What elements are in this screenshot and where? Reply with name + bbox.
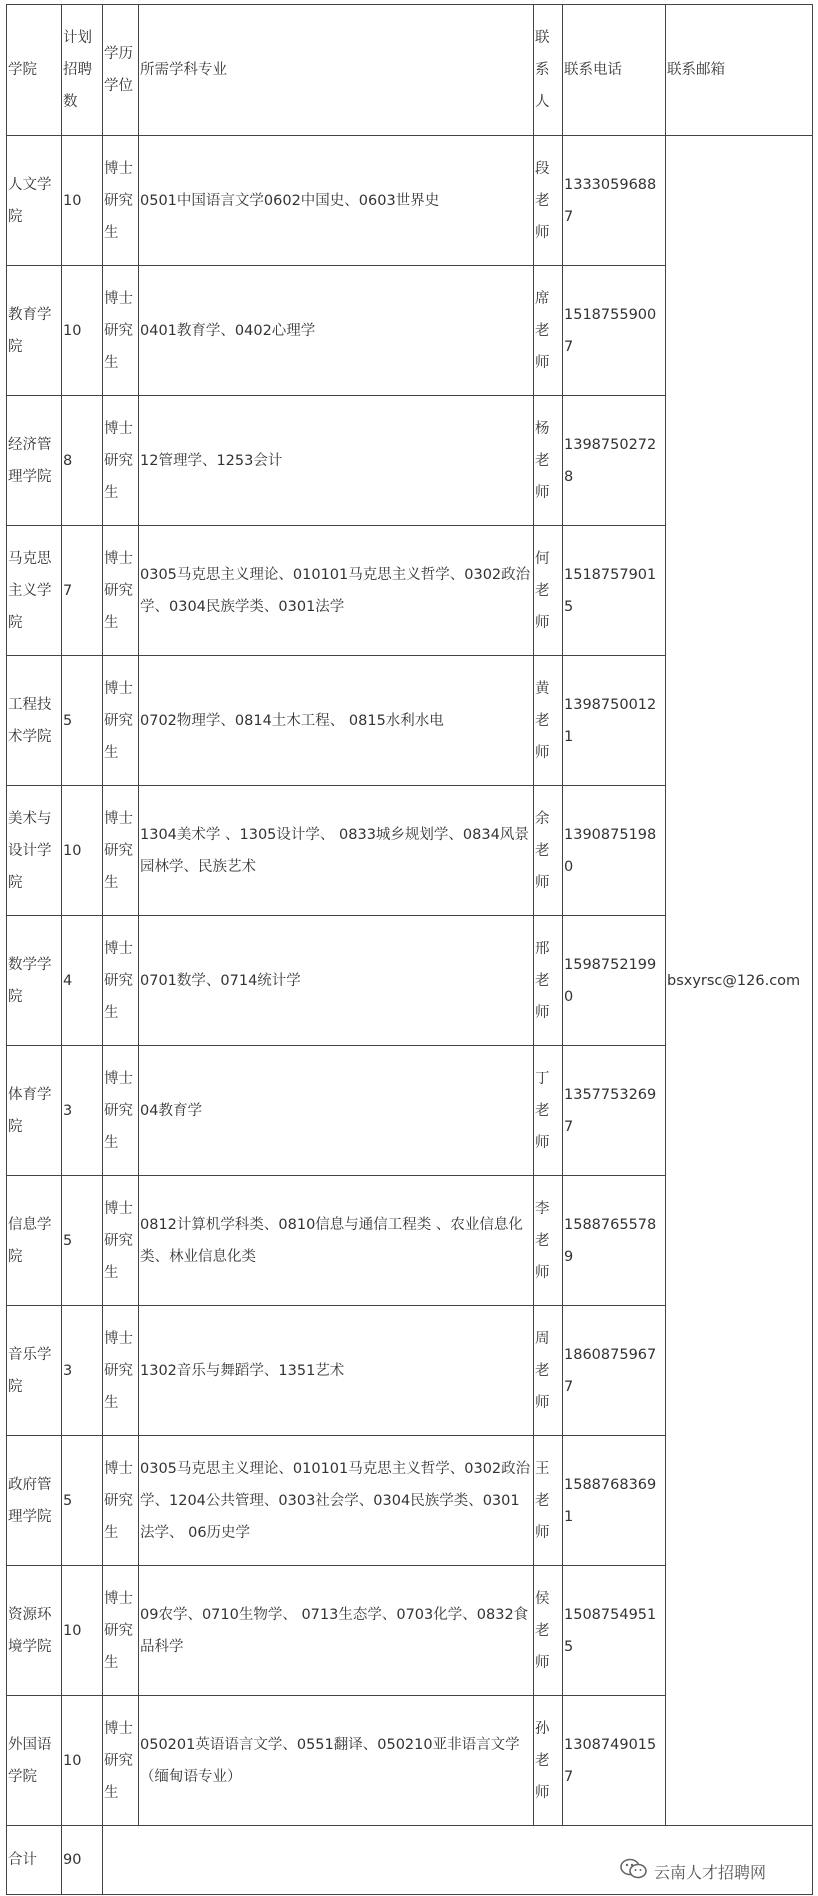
cell-degree: 博士研究生 <box>103 136 139 266</box>
cell-degree: 博士研究生 <box>103 526 139 656</box>
cell-quota: 10 <box>62 1566 103 1696</box>
cell-majors: 1302音乐与舞蹈学、1351艺术 <box>139 1306 534 1436</box>
cell-quota: 3 <box>62 1306 103 1436</box>
cell-contact: 王老师 <box>534 1436 563 1566</box>
cell-college: 政府管理学院 <box>7 1436 62 1566</box>
cell-contact: 席老师 <box>534 266 563 396</box>
cell-contact: 侯老师 <box>534 1566 563 1696</box>
cell-phone: 13987500121 <box>563 656 666 786</box>
cell-degree: 博士研究生 <box>103 1696 139 1826</box>
cell-quota: 4 <box>62 916 103 1046</box>
cell-college: 资源环境学院 <box>7 1566 62 1696</box>
cell-contact: 何老师 <box>534 526 563 656</box>
cell-phone: 13087490157 <box>563 1696 666 1826</box>
watermark-text: 云南人才招聘网 <box>654 1862 767 1882</box>
cell-contact: 邢老师 <box>534 916 563 1046</box>
cell-phone: 13908751980 <box>563 786 666 916</box>
cell-majors: 050201英语语言文学、0551翻译、050210亚非语言文学（缅甸语专业） <box>139 1696 534 1826</box>
cell-majors: 0701数学、0714统计学 <box>139 916 534 1046</box>
cell-phone: 13987502728 <box>563 396 666 526</box>
cell-contact: 段老师 <box>534 136 563 266</box>
cell-majors: 0305马克思主义理论、010101马克思主义哲学、0302政治学、1204公共管理、0303社会学、0304民族学类、0301法学、 06历史学 <box>139 1436 534 1566</box>
cell-college: 体育学院 <box>7 1046 62 1176</box>
cell-majors: 0501中国语言文学0602中国史、0603世界史 <box>139 136 534 266</box>
watermark <box>620 1858 766 1884</box>
table-row <box>7 136 813 266</box>
cell-college: 教育学院 <box>7 266 62 396</box>
cell-quota: 10 <box>62 266 103 396</box>
cell-college: 人文学院 <box>7 136 62 266</box>
cell-college: 音乐学院 <box>7 1306 62 1436</box>
cell-contact: 李老师 <box>534 1176 563 1306</box>
cell-degree: 博士研究生 <box>103 656 139 786</box>
cell-degree: 博士研究生 <box>103 916 139 1046</box>
header-majors: 所需学科专业 <box>139 5 534 136</box>
cell-majors: 12管理学、1253会计 <box>139 396 534 526</box>
cell-quota: 10 <box>62 136 103 266</box>
header-email: 联系邮箱 <box>666 5 813 136</box>
total-label: 合计 <box>7 1826 62 1895</box>
cell-contact: 周老师 <box>534 1306 563 1436</box>
total-value: 90 <box>62 1826 103 1895</box>
header-college: 学院 <box>7 5 62 136</box>
recruitment-table <box>6 4 813 1895</box>
cell-college: 美术与设计学院 <box>7 786 62 916</box>
cell-phone: 15087549515 <box>563 1566 666 1696</box>
header-contact: 联系人 <box>534 5 563 136</box>
header-degree: 学历学位 <box>103 5 139 136</box>
cell-degree: 博士研究生 <box>103 396 139 526</box>
cell-phone: 18608759677 <box>563 1306 666 1436</box>
cell-degree: 博士研究生 <box>103 786 139 916</box>
cell-college: 信息学院 <box>7 1176 62 1306</box>
cell-college: 马克思主义学院 <box>7 526 62 656</box>
cell-degree: 博士研究生 <box>103 1046 139 1176</box>
cell-quota: 10 <box>62 786 103 916</box>
cell-phone: 15887655789 <box>563 1176 666 1306</box>
wechat-icon <box>620 1858 648 1884</box>
cell-quota: 3 <box>62 1046 103 1176</box>
cell-phone: 15887683691 <box>563 1436 666 1566</box>
cell-majors: 09农学、0710生物学、 0713生态学、0703化学、0832食品科学 <box>139 1566 534 1696</box>
cell-phone: 13330596887 <box>563 136 666 266</box>
cell-quota: 5 <box>62 1436 103 1566</box>
cell-majors: 0305马克思主义理论、010101马克思主义哲学、0302政治学、0304民族学类、0301法学 <box>139 526 534 656</box>
cell-majors: 1304美术学 、1305设计学、 0833城乡规划学、0834风景园林学、民族艺术 <box>139 786 534 916</box>
header-quota: 计划招聘数 <box>62 5 103 136</box>
cell-phone: 15987521990 <box>563 916 666 1046</box>
cell-majors: 0401教育学、0402心理学 <box>139 266 534 396</box>
cell-phone: 15187559007 <box>563 266 666 396</box>
cell-degree: 博士研究生 <box>103 1566 139 1696</box>
cell-majors: 0812计算机学科类、0810信息与通信工程类 、农业信息化类、林业信息化类 <box>139 1176 534 1306</box>
cell-quota: 5 <box>62 656 103 786</box>
cell-contact: 杨老师 <box>534 396 563 526</box>
cell-contact: 丁老师 <box>534 1046 563 1176</box>
cell-quota: 7 <box>62 526 103 656</box>
cell-degree: 博士研究生 <box>103 1436 139 1566</box>
cell-college: 数学学院 <box>7 916 62 1046</box>
header-phone: 联系电话 <box>563 5 666 136</box>
cell-quota: 10 <box>62 1696 103 1826</box>
cell-phone: 13577532697 <box>563 1046 666 1176</box>
table-header-row <box>7 5 813 136</box>
cell-majors: 0702物理学、0814土木工程、 0815水利水电 <box>139 656 534 786</box>
cell-contact: 孙老师 <box>534 1696 563 1826</box>
cell-degree: 博士研究生 <box>103 266 139 396</box>
cell-college: 工程技术学院 <box>7 656 62 786</box>
cell-contact: 余老师 <box>534 786 563 916</box>
cell-college: 外国语学院 <box>7 1696 62 1826</box>
cell-phone: 15187579015 <box>563 526 666 656</box>
cell-degree: 博士研究生 <box>103 1176 139 1306</box>
cell-contact: 黄老师 <box>534 656 563 786</box>
page-content <box>6 4 813 1895</box>
cell-email: bsxyrsc@126.com <box>666 136 813 1826</box>
cell-degree: 博士研究生 <box>103 1306 139 1436</box>
cell-quota: 5 <box>62 1176 103 1306</box>
cell-majors: 04教育学 <box>139 1046 534 1176</box>
cell-college: 经济管理学院 <box>7 396 62 526</box>
cell-quota: 8 <box>62 396 103 526</box>
